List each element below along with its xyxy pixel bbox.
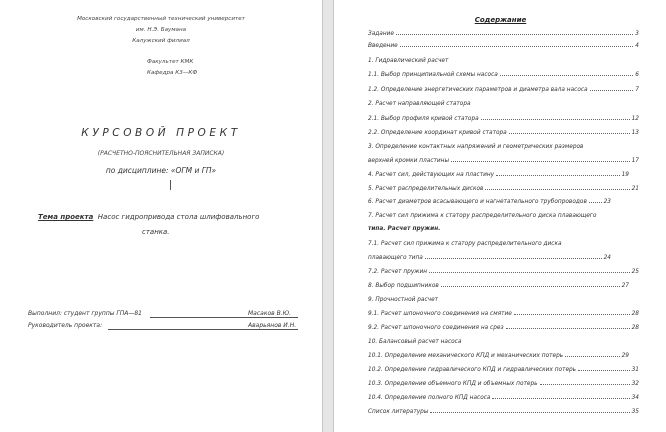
document-subtitle: (РАСЧЕТНО-ПОЯСНИТЕЛЬНАЯ ЗАПИСКА): [97, 150, 225, 157]
toc-item[interactable]: [368, 265, 639, 275]
toc-item-page: 3: [635, 31, 639, 37]
faculty: Факультет КМК: [147, 59, 194, 65]
toc-item-text: Список литературы: [368, 409, 429, 415]
toc-item-page: 4: [635, 43, 639, 49]
toc-item-text: 5. Расчет распределительных дисков: [368, 186, 484, 192]
toc-item-text: 10.3. Определение объемного КПД и объемных потерь: [368, 381, 538, 387]
toc-leader: [565, 356, 619, 357]
toc-item[interactable]: [368, 321, 639, 331]
toc-leader: [589, 202, 602, 203]
toc-item-text: 7. Расчет сил прижима к статору распределительного диска плавающего: [368, 213, 597, 219]
toc-item-text: 8. Выбор подшипников: [368, 283, 439, 289]
toc-section[interactable]: [368, 97, 639, 107]
toc-item-page: 35: [631, 409, 639, 415]
toc-leader: [500, 75, 633, 76]
contents-page: [333, 0, 666, 432]
toc-section[interactable]: [368, 237, 639, 247]
toc-item[interactable]: [368, 307, 639, 317]
toc-item-page: 7: [635, 87, 639, 93]
toc-item-page: 12: [631, 116, 639, 122]
toc-item-text: 10. Балансовый расчет насоса: [368, 339, 462, 345]
toc-leader: [396, 34, 633, 35]
toc-item[interactable]: [368, 27, 639, 37]
toc-item-page: 28: [631, 325, 639, 331]
toc-item-page: 17: [631, 158, 639, 164]
toc-leader: [509, 133, 630, 134]
toc-item[interactable]: [368, 391, 639, 401]
toc-item-page: 25: [631, 269, 639, 275]
toc-leader: [430, 412, 629, 413]
toc-item-page: 13: [631, 130, 639, 136]
toc-item[interactable]: [368, 251, 611, 261]
toc-leader: [590, 90, 634, 91]
toc-section[interactable]: [368, 335, 639, 345]
toc-section[interactable]: [368, 209, 639, 219]
toc-leader: [485, 189, 629, 190]
toc-leader: [496, 175, 620, 176]
toc-item-page: 23: [603, 199, 611, 205]
document-title: КУРСОВОЙ ПРОЕКТ: [81, 127, 241, 139]
toc-item-text: 4. Расчет сил, действующих на пластину: [368, 172, 495, 178]
toc-item[interactable]: [368, 168, 629, 178]
toc-item-page: 28: [631, 311, 639, 317]
text-cursor: [170, 180, 171, 190]
toc-item-text: 3. Определение контактных напряжений и геометрических размеров: [368, 144, 584, 150]
toc-leader: [578, 370, 630, 371]
contents-title: Содержание: [474, 16, 527, 24]
toc-item-text: типа. Расчет пружин.: [368, 226, 441, 232]
toc-item-text: 9.2. Расчет шпоночного соединения на срез: [368, 325, 504, 331]
toc-item-text: 2.1. Выбор профиля кривой статора: [368, 116, 479, 122]
toc-item-text: 1. Гидравлический расчет: [368, 58, 449, 64]
toc-leader: [400, 46, 634, 47]
toc-item[interactable]: [368, 195, 611, 205]
toc-item[interactable]: [368, 68, 639, 78]
toc-item-page: 24: [603, 255, 611, 261]
toc-item-page: 21: [631, 186, 639, 192]
toc-item-text: 6. Расчет диаметров всасывающего и нагнетательного трубопроводов: [368, 199, 587, 205]
toc-item[interactable]: [368, 83, 639, 93]
topic-label: Тема проекта: [38, 213, 94, 221]
supervisor-label: Руководитель проекта:: [28, 322, 103, 329]
topic-line: [38, 213, 259, 221]
toc-item-text: 10.1. Определение механического КПД и механических потерь: [368, 353, 564, 359]
toc-section[interactable]: [368, 222, 639, 232]
toc-section[interactable]: [368, 54, 639, 64]
toc-leader: [429, 272, 630, 273]
toc-leader: [540, 384, 630, 385]
toc-leader: [451, 161, 630, 162]
toc-item-text: 7.2. Расчет пружин: [368, 269, 428, 275]
toc-item[interactable]: [368, 39, 639, 49]
toc-item-page: 32: [631, 381, 639, 387]
toc-item-text: 7.1. Расчет сил прижима к статору распределительного диска: [368, 241, 562, 247]
university-named-after: им. Н.Э. Баумана: [135, 27, 187, 33]
title-page: [0, 0, 323, 432]
toc-item-text: 9. Прочностной расчет: [368, 297, 439, 303]
toc-item-page: 31: [631, 367, 639, 373]
toc-item-text: Введение: [368, 43, 398, 49]
toc-leader: [481, 119, 630, 120]
toc-item-page: 29: [621, 353, 629, 359]
toc-item-text: 2. Расчет направляющей статора: [368, 101, 471, 107]
toc-item[interactable]: [368, 377, 639, 387]
topic-text: Насос гидропривода стола шлифовального: [97, 213, 260, 221]
supervisor-name: Аварьянов И.Н.: [248, 322, 297, 329]
toc-leader: [514, 314, 630, 315]
toc-item-text: плавающего типа: [368, 255, 423, 261]
toc-section[interactable]: [368, 140, 639, 150]
toc-item[interactable]: [368, 405, 639, 415]
performer-name: Масаков В.Ю.: [248, 310, 291, 317]
branch-name: Калужский филиал: [132, 38, 190, 44]
toc-item[interactable]: [368, 182, 639, 192]
toc-item-text: 2.2. Определение координат кривой статора: [368, 130, 507, 136]
toc-item[interactable]: [368, 363, 639, 373]
toc-item-text: 9.1. Расчет шпоночного соединения на смятие: [368, 311, 512, 317]
toc-leader: [425, 258, 602, 259]
toc-item-page: 27: [621, 283, 629, 289]
topic-text-continued: станка.: [142, 228, 170, 236]
toc-item[interactable]: [368, 279, 629, 289]
toc-leader: [441, 286, 620, 287]
performer-label: Выполнил: студент группы ГПА—81: [28, 310, 142, 317]
toc-leader: [492, 398, 629, 399]
toc-item-text: верхней кромки пластины: [368, 158, 450, 164]
toc-item[interactable]: [368, 112, 639, 122]
toc-item[interactable]: [368, 126, 639, 136]
toc-item-text: 1.1. Выбор принципиальной схемы насоса: [368, 72, 498, 78]
toc-item-page: 6: [635, 72, 639, 78]
toc-item-text: 10.4. Определение полного КПД насоса: [368, 395, 491, 401]
toc-item-text: 1.2. Определение энергетических параметров и диаметра вала насоса: [368, 87, 588, 93]
performer-signature-line: [150, 317, 298, 318]
supervisor-signature-line: [108, 329, 298, 330]
toc-item-text: 10.2. Определение гидравлического КПД и гидравлических потерь: [368, 367, 577, 373]
toc-section[interactable]: [368, 293, 639, 303]
toc-item-text: Задание: [368, 31, 394, 37]
university-name: Московский государственный технический университет: [77, 16, 245, 22]
toc-leader: [506, 328, 630, 329]
toc-item-page: 34: [631, 395, 639, 401]
toc-item[interactable]: [368, 154, 639, 164]
discipline: по дисциплине: «ОГМ и ГП»: [105, 166, 217, 175]
toc-item[interactable]: [368, 349, 629, 359]
department: Кафедра К3—КФ: [147, 70, 198, 76]
toc-item-page: 19: [621, 172, 629, 178]
